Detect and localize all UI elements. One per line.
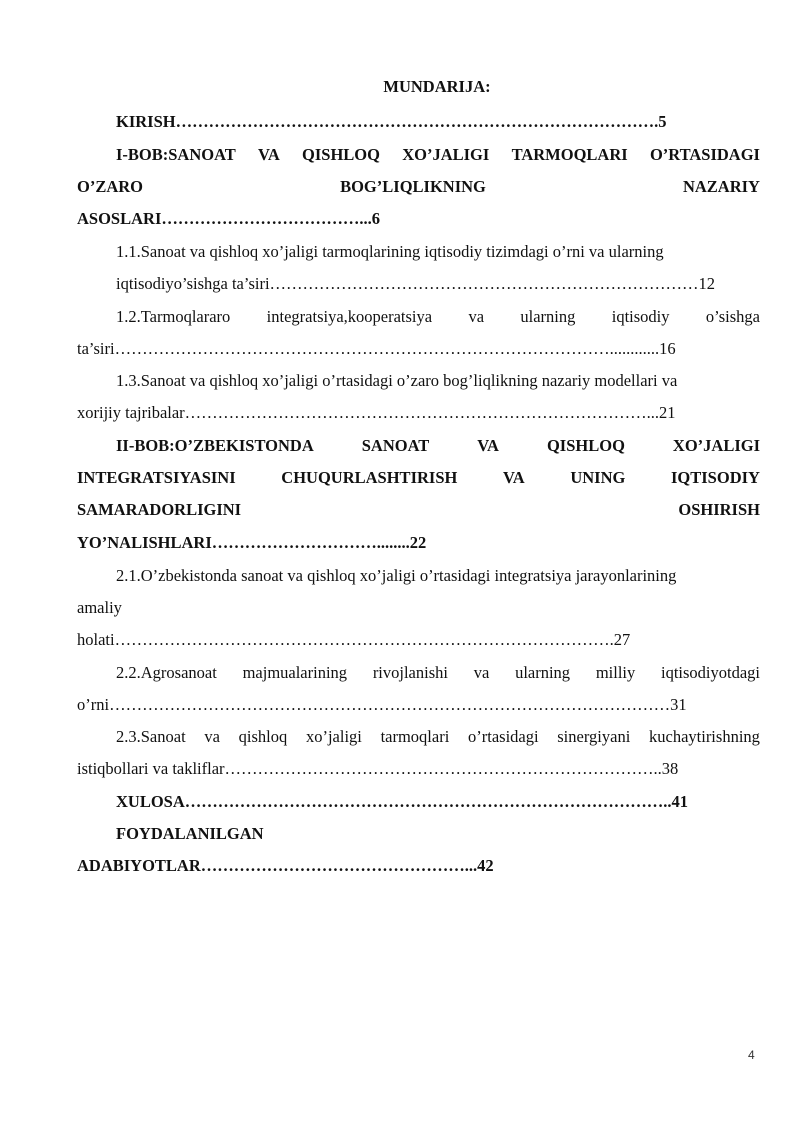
toc-entry-2-2-line1 bbox=[116, 663, 760, 683]
toc-word: UNING bbox=[570, 468, 626, 487]
toc-word: VA bbox=[477, 436, 499, 455]
toc-entry-2-3-line2: istiqbollari va takliflar……………………………………………………………………..38 bbox=[77, 759, 679, 778]
toc-word: rivojlanishi bbox=[372, 663, 448, 682]
toc-word: SAMARADORLIGINI bbox=[77, 500, 242, 519]
toc-entry-2-2-line2: o’rni…………………………………………………………………………………………31 bbox=[77, 695, 687, 714]
toc-entry-bob2-line2 bbox=[77, 468, 760, 488]
toc-word: o’sishga bbox=[705, 307, 760, 326]
toc-word: QISHLOQ bbox=[302, 145, 380, 164]
toc-word: II-BOB:O’ZBEKISTONDA bbox=[116, 436, 314, 455]
toc-word: O’ZARO bbox=[77, 177, 143, 196]
toc-word: integratsiya,kooperatsiya bbox=[266, 307, 433, 326]
toc-word: VA bbox=[502, 468, 525, 487]
toc-word: O’RTASIDAGI bbox=[649, 145, 760, 164]
toc-word: ularning bbox=[515, 663, 571, 682]
toc-entry-bob2-line4: YO’NALISHLARI…………………………........22 bbox=[77, 533, 427, 552]
toc-entry-2-1-line3: holati……………………………………………………………………………….27 bbox=[77, 630, 631, 649]
toc-entry-bob1-line1 bbox=[116, 145, 760, 165]
toc-word: TARMOQLARI bbox=[511, 145, 628, 164]
toc-word: 1.2.Tarmoqlararo bbox=[116, 307, 231, 326]
toc-entry-bob2-line1 bbox=[116, 436, 760, 456]
toc-entry-1-2-line2: ta’siri………………………………………………………………………………............16 bbox=[77, 339, 676, 358]
toc-word: majmualarining bbox=[242, 663, 348, 682]
toc-word: va bbox=[204, 727, 220, 746]
toc-word: I-BOB:SANOAT bbox=[116, 145, 236, 164]
toc-entry-bob1-line3: ASOSLARI………………………………...6 bbox=[77, 209, 380, 228]
toc-word: INTEGRATSIYASINI bbox=[77, 468, 236, 487]
toc-word: 2.2.Agrosanoat bbox=[116, 663, 217, 682]
toc-word: qishloq bbox=[238, 727, 288, 746]
toc-word: VA bbox=[258, 145, 280, 164]
toc-word: milliy bbox=[595, 663, 636, 682]
toc-entry-1-3-line2: xorijiy tajribalar…………………………………………………………………………...21 bbox=[77, 403, 676, 422]
toc-entry-foydalanilgan-line1: FOYDALANILGAN bbox=[116, 824, 264, 843]
toc-word: XO’JALIGI bbox=[402, 145, 490, 164]
toc-entry-1-2-line1 bbox=[116, 307, 760, 327]
toc-word: xo’jaligi bbox=[305, 727, 362, 746]
toc-word: CHUQURLASHTIRISH bbox=[281, 468, 458, 487]
toc-entry-1-3-line1: 1.3.Sanoat va qishloq xo’jaligi o’rtasidagi o’zaro bog’liqlikning nazariy modellari va bbox=[116, 371, 678, 390]
toc-word: kuchaytirishning bbox=[649, 727, 760, 746]
toc-word: 2.3.Sanoat bbox=[116, 727, 186, 746]
toc-word: va bbox=[473, 663, 490, 682]
toc-word: sinergiyani bbox=[557, 727, 631, 746]
toc-entry-1-1-line2: iqtisodiyo’sishga ta’siri……………………………………………………………………12 bbox=[116, 274, 716, 293]
toc-word: iqtisodiyotdagi bbox=[660, 663, 760, 682]
toc-entry-bob1-line2 bbox=[77, 177, 760, 197]
toc-entry-2-1-line1: 2.1.O’zbekistonda sanoat va qishloq xo’jaligi o’rtasidagi integratsiya jarayonlarining bbox=[116, 566, 677, 585]
toc-entry-foydalanilgan-line2: ADABIYOTLAR…………………………………………...42 bbox=[77, 856, 494, 875]
toc-word: o’rtasidagi bbox=[468, 727, 539, 746]
toc-word: iqtisodiy bbox=[611, 307, 670, 326]
toc-word: IQTISODIY bbox=[671, 468, 760, 487]
toc-word: QISHLOQ bbox=[546, 436, 625, 455]
toc-word: XO’JALIGI bbox=[672, 436, 760, 455]
toc-title: MUNDARIJA: bbox=[383, 77, 491, 96]
toc-entry-2-1-line2: amaliy bbox=[77, 598, 122, 617]
toc-word: SANOAT bbox=[361, 436, 430, 455]
toc-word: ularning bbox=[520, 307, 576, 326]
toc-entry-bob2-line3 bbox=[77, 500, 760, 520]
toc-entry-1-1-line1: 1.1.Sanoat va qishloq xo’jaligi tarmoqlarining iqtisodiy tizimdagi o’rni va ularning bbox=[116, 242, 664, 261]
toc-word: tarmoqlari bbox=[380, 727, 450, 746]
toc-entry-xulosa: XULOSA……………………………………………………………………………..41 bbox=[116, 792, 689, 811]
toc-entry-kirish: KIRISH…………………………………………………………………………….5 bbox=[116, 112, 667, 131]
toc-word: va bbox=[468, 307, 485, 326]
toc-entry-2-3-line1 bbox=[116, 727, 760, 747]
toc-word: NAZARIY bbox=[682, 177, 760, 196]
page-number: 4 bbox=[748, 1048, 755, 1062]
toc-word: OSHIRISH bbox=[678, 500, 760, 519]
toc-word: BOG’LIQLIKNING bbox=[340, 177, 486, 196]
